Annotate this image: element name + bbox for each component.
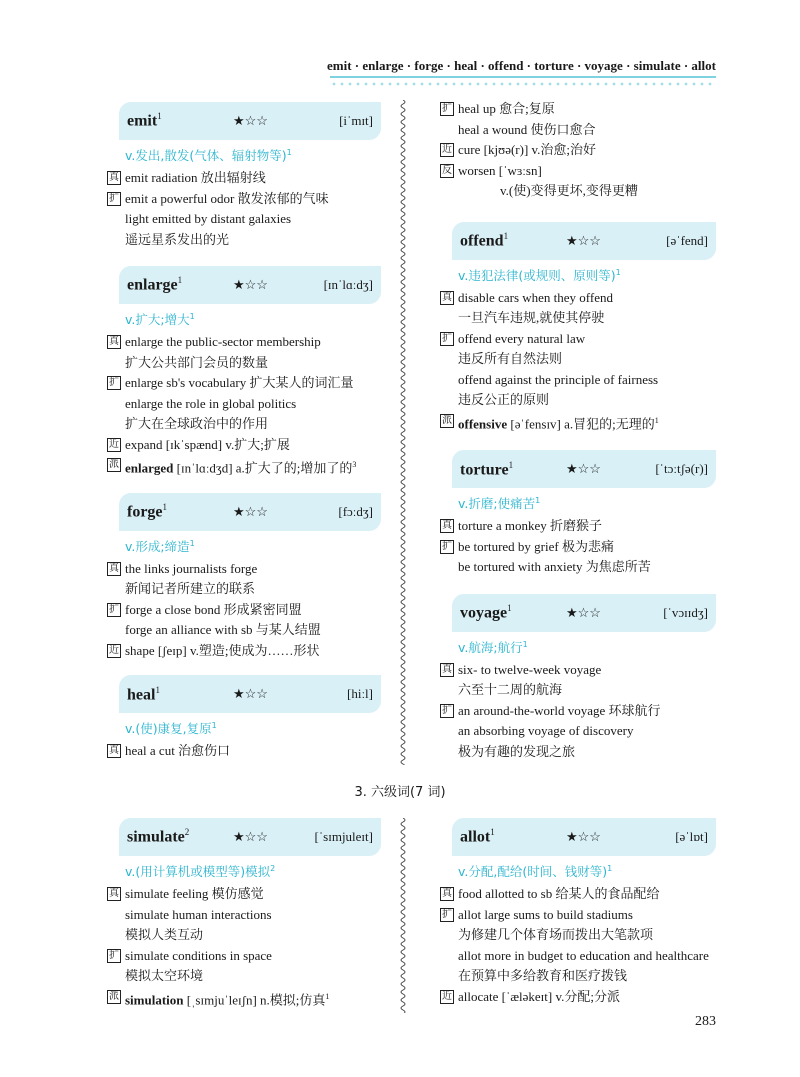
headword bbox=[127, 685, 233, 704]
line-text: disable cars when they offend bbox=[458, 289, 613, 305]
headword-text: forge bbox=[127, 503, 163, 521]
definition-text: v.(使)康复,复原 bbox=[125, 721, 212, 737]
line-text: 一旦汽车违规,就使其停驶 bbox=[458, 310, 605, 325]
example-line bbox=[440, 161, 730, 182]
example-line bbox=[440, 721, 730, 742]
line-text: 极为有趣的发现之旅 bbox=[458, 743, 576, 759]
frequency-sup: 1 bbox=[155, 684, 160, 695]
example-line bbox=[440, 516, 730, 537]
line-text: allocate [ˈæləkeɪt] v.分配;分派 bbox=[458, 988, 620, 1004]
example-line bbox=[107, 925, 387, 946]
example-line bbox=[107, 579, 387, 600]
headword-box bbox=[119, 102, 381, 140]
definition bbox=[458, 494, 730, 512]
line-text: enlarge sb's vocabulary 扩大某人的词汇量 bbox=[125, 375, 354, 390]
line-text: offensive [əˈfensɪv] a.冒犯的;无理的 bbox=[458, 415, 655, 431]
line-text: simulate conditions in space bbox=[125, 947, 272, 963]
line-text: 六至十二周的航海 bbox=[458, 682, 563, 698]
star-rating: ★☆☆ bbox=[566, 461, 601, 477]
phonetic: [hiːl] bbox=[347, 686, 373, 702]
example-line bbox=[107, 966, 387, 987]
column-divider-bottom bbox=[398, 818, 408, 1013]
headword-text: torture bbox=[460, 460, 509, 478]
line-text: offend against the principle of fairness bbox=[458, 371, 659, 387]
entry-offend bbox=[440, 222, 730, 435]
definition-text: v.扩大;增大 bbox=[125, 312, 190, 327]
frequency-sup: 1 bbox=[157, 111, 162, 122]
line-tag-badge: 扩 bbox=[109, 377, 119, 388]
line-text: food allotted to sb 给某人的食品配给 bbox=[458, 886, 660, 901]
star-rating: ★☆☆ bbox=[566, 232, 601, 248]
headword-text: heal bbox=[127, 685, 156, 703]
line-text: simulate human interactions bbox=[125, 906, 272, 922]
definition-text: v.形成;缔造 bbox=[125, 538, 190, 554]
example-line bbox=[107, 987, 387, 1011]
line-tag-badge: 扩 bbox=[442, 540, 452, 552]
line-tag-badge: 近 bbox=[442, 144, 452, 155]
line-tag-badge: 扩 bbox=[442, 332, 452, 344]
headword-text: allot bbox=[460, 828, 491, 846]
entry-emit bbox=[107, 102, 387, 250]
line-tag-badge: 扩 bbox=[109, 949, 119, 961]
example-line bbox=[440, 660, 730, 681]
phonetic: [ɪnˈlɑːdʒ] bbox=[323, 277, 373, 292]
star-rating: ★☆☆ bbox=[233, 503, 268, 519]
star-rating: ★☆☆ bbox=[233, 113, 268, 128]
definition-text: v.分配,配给(时间、钱财等) bbox=[458, 864, 608, 879]
frequency-sup: 1 bbox=[162, 502, 168, 513]
right-column-top bbox=[440, 99, 730, 770]
definition-sup: 2 bbox=[270, 863, 276, 873]
frequency-sup: 1 bbox=[507, 603, 512, 614]
line-tag-badge: 真 bbox=[109, 745, 119, 757]
column-divider-top bbox=[398, 100, 408, 765]
line-text: 遥远星系发出的光 bbox=[125, 231, 230, 247]
example-line bbox=[440, 181, 730, 202]
example-line bbox=[107, 414, 387, 435]
line-tag-badge: 扩 bbox=[109, 603, 119, 615]
line-text: offend every natural law bbox=[458, 330, 586, 346]
headword bbox=[460, 231, 566, 250]
phonetic: [ˈvɔɪɪdʒ] bbox=[663, 604, 708, 620]
line-text: enlarge the public-sector membership bbox=[125, 334, 321, 349]
definition bbox=[458, 266, 730, 284]
example-line bbox=[107, 332, 387, 353]
example-line bbox=[440, 329, 730, 350]
definition bbox=[125, 719, 387, 737]
headword bbox=[460, 827, 566, 846]
headword bbox=[127, 275, 233, 294]
headword-text: offend bbox=[460, 232, 504, 250]
example-line bbox=[440, 680, 730, 701]
phonetic: [əˈfend] bbox=[666, 232, 708, 248]
left-column-bottom bbox=[107, 818, 387, 1018]
line-text: light emitted by distant galaxies bbox=[125, 211, 292, 226]
line-text: heal a cut 治愈伤口 bbox=[125, 743, 231, 759]
definition-sup: 1 bbox=[211, 721, 217, 731]
line-tag-badge: 扩 bbox=[442, 704, 452, 716]
line-text: shape [ʃeɪp] v.塑造;使成为……形状 bbox=[125, 642, 320, 658]
example-line bbox=[107, 641, 387, 662]
headword-box bbox=[452, 594, 716, 632]
example-line bbox=[107, 455, 387, 479]
frequency-sup: 1 bbox=[508, 459, 514, 470]
definition bbox=[125, 146, 387, 164]
headword-box bbox=[119, 675, 381, 713]
line-text: v.(使)变得更坏,变得更糟 bbox=[500, 183, 638, 198]
phonetic: [ˈsɪmjuleɪt] bbox=[314, 829, 373, 844]
phonetic: [fɔːdʒ] bbox=[338, 503, 373, 519]
line-tag-badge: 真 bbox=[109, 172, 119, 183]
definition-sup: 1 bbox=[189, 538, 195, 548]
headword-box bbox=[119, 266, 381, 304]
page-header-title: emit · enlarge · forge · heal · offend · torture · voyage · simulate · allot bbox=[327, 58, 716, 73]
line-tag-badge: 派 bbox=[442, 414, 452, 426]
headword bbox=[460, 460, 566, 479]
phonetic: [əˈlɒt] bbox=[675, 829, 708, 844]
example-line bbox=[107, 394, 387, 415]
line-text: worsen [ˈwɜːsn] bbox=[458, 162, 542, 178]
line-text: 为修建几个体育场而拨出大笔款项 bbox=[458, 927, 654, 942]
frequency-sup: 2 bbox=[184, 827, 190, 838]
example-line bbox=[107, 189, 387, 210]
definition-sup: 1 bbox=[615, 267, 621, 277]
headword-text: simulate bbox=[127, 828, 185, 846]
example-line bbox=[440, 537, 730, 558]
line-text: forge a close bond 形成紧密同盟 bbox=[125, 601, 302, 617]
line-tag-badge: 真 bbox=[109, 336, 119, 347]
header-dots bbox=[330, 80, 716, 88]
example-line bbox=[440, 120, 730, 141]
example-line bbox=[440, 308, 730, 329]
line-text: the links journalists forge bbox=[125, 560, 258, 576]
headword-box bbox=[452, 818, 716, 856]
definition bbox=[125, 310, 387, 328]
line-text: 扩大在全球政治中的作用 bbox=[125, 416, 269, 431]
line-text: 模拟太空环境 bbox=[125, 968, 204, 983]
example-line bbox=[440, 966, 730, 987]
entry-voyage bbox=[440, 594, 730, 763]
frequency-sup: 1 bbox=[490, 827, 495, 838]
example-line bbox=[440, 140, 730, 161]
line-text: 新闻记者所建立的联系 bbox=[125, 581, 256, 597]
example-line bbox=[440, 701, 730, 722]
line-text: emit radiation 放出辐射线 bbox=[125, 170, 266, 185]
entry-forge bbox=[107, 493, 387, 662]
star-rating: ★☆☆ bbox=[233, 686, 268, 702]
definition-text: v.发出,散发(气体、辐射物等) bbox=[125, 148, 287, 163]
example-line bbox=[440, 905, 730, 926]
section-title: 3. 六级词(7 词) bbox=[354, 785, 446, 800]
star-rating: ★☆☆ bbox=[566, 829, 601, 844]
line-tag-badge: 真 bbox=[442, 888, 452, 899]
line-text: an absorbing voyage of discovery bbox=[458, 723, 634, 739]
example-line bbox=[440, 99, 730, 120]
example-line bbox=[107, 230, 387, 251]
definition-sup: 1 bbox=[286, 147, 292, 157]
line-text: allot large sums to build stadiums bbox=[458, 906, 633, 922]
line-text: torture a monkey 折磨猴子 bbox=[458, 518, 603, 534]
left-column-top bbox=[107, 102, 387, 770]
example-line bbox=[440, 946, 730, 967]
line-tag-badge: 真 bbox=[442, 663, 452, 675]
line-text: be tortured with anxiety 为焦虑所苦 bbox=[458, 559, 651, 575]
line-tag-badge: 近 bbox=[442, 990, 452, 1002]
headword bbox=[127, 502, 233, 521]
line-tag-badge: 真 bbox=[109, 562, 119, 574]
example-line bbox=[107, 905, 387, 926]
entry-allot bbox=[440, 818, 730, 1007]
entry-heal bbox=[107, 675, 387, 762]
line-text: 在预算中多给教育和医疗拨钱 bbox=[458, 968, 628, 983]
definition bbox=[458, 638, 730, 656]
example-line bbox=[440, 288, 730, 309]
example-line bbox=[107, 373, 387, 394]
phonetic: [ˈtɔːtʃə(r)] bbox=[655, 461, 708, 477]
line-tag-badge: 真 bbox=[442, 520, 452, 532]
example-line bbox=[107, 168, 387, 189]
example-line bbox=[107, 884, 387, 905]
definition bbox=[125, 862, 387, 880]
star-rating: ★☆☆ bbox=[233, 277, 268, 292]
line-text: simulation [ˌsɪmjuˈleɪʃn] n.模拟;仿真 bbox=[125, 991, 326, 1007]
line-text: 违反所有自然法则 bbox=[458, 351, 563, 366]
line-text: 违反公正的原则 bbox=[458, 392, 550, 407]
line-text: an around-the-world voyage 环球航行 bbox=[458, 702, 661, 718]
line-text: enlarge the role in global politics bbox=[125, 395, 297, 411]
line-tag-badge: 派 bbox=[109, 990, 119, 1002]
example-line bbox=[107, 620, 387, 641]
line-sup: 1 bbox=[654, 415, 659, 425]
entry-torture bbox=[440, 450, 730, 578]
line-text: simulate feeling 模仿感觉 bbox=[125, 886, 264, 901]
line-text: enlarged [ɪnˈlɑːdʒd] a.扩大了的;增加了的 bbox=[125, 460, 353, 476]
example-line bbox=[440, 557, 730, 578]
page-number: 283 bbox=[695, 1014, 716, 1029]
line-text: emit a powerful odor 散发浓郁的气味 bbox=[125, 190, 329, 206]
headword bbox=[127, 827, 233, 846]
example-line bbox=[107, 209, 387, 230]
example-line bbox=[440, 390, 730, 411]
definition-text: v.折磨;使痛苦 bbox=[458, 496, 536, 512]
line-sup: 1 bbox=[325, 991, 330, 1001]
example-line bbox=[107, 435, 387, 456]
line-text: be tortured by grief 极为悲痛 bbox=[458, 538, 614, 554]
line-tag-badge: 近 bbox=[109, 438, 119, 450]
line-text: heal up 愈合;复原 bbox=[458, 101, 555, 116]
headword-text: voyage bbox=[460, 604, 508, 622]
definition-sup: 1 bbox=[522, 639, 528, 649]
star-rating: ★☆☆ bbox=[233, 829, 268, 844]
example-line bbox=[107, 946, 387, 967]
headword bbox=[127, 111, 233, 130]
line-text: cure [kjʊə(r)] v.治愈;治好 bbox=[458, 142, 597, 157]
line-tag-badge: 真 bbox=[442, 291, 452, 303]
frequency-sup: 1 bbox=[503, 230, 509, 241]
line-tag-badge: 扩 bbox=[109, 192, 119, 204]
star-rating: ★☆☆ bbox=[566, 604, 601, 620]
example-line bbox=[107, 600, 387, 621]
line-text: 扩大公共部门会员的数量 bbox=[125, 354, 269, 370]
headword bbox=[460, 603, 566, 622]
definition bbox=[458, 862, 730, 880]
example-line bbox=[440, 925, 730, 946]
definition-text: v.(用计算机或模型等)模拟 bbox=[125, 864, 271, 879]
example-line bbox=[440, 742, 730, 763]
line-sup: 3 bbox=[352, 460, 357, 469]
line-tag-badge: 真 bbox=[109, 888, 119, 899]
line-text: forge an alliance with sb 与某人结盟 bbox=[125, 622, 321, 638]
line-text: heal a wound 使伤口愈合 bbox=[458, 121, 596, 137]
definition-sup: 1 bbox=[535, 496, 541, 506]
header-rule bbox=[330, 76, 716, 78]
line-tag-badge: 扩 bbox=[442, 908, 452, 920]
example-line bbox=[107, 559, 387, 580]
line-text: six- to twelve-week voyage bbox=[458, 661, 602, 677]
headword-box bbox=[119, 493, 381, 531]
frequency-sup: 1 bbox=[177, 275, 183, 286]
line-text: 模拟人类互动 bbox=[125, 927, 204, 942]
example-line bbox=[440, 349, 730, 370]
example-line bbox=[440, 411, 730, 435]
phonetic: [iˈmɪt] bbox=[339, 113, 373, 128]
definition bbox=[125, 537, 387, 555]
headword-text: emit bbox=[127, 112, 158, 130]
example-line bbox=[440, 987, 730, 1008]
line-text: allot more in budget to education and healthcare bbox=[458, 947, 709, 963]
example-line bbox=[107, 741, 387, 762]
example-line bbox=[440, 370, 730, 391]
definition-sup: 1 bbox=[607, 863, 613, 873]
headword-text: enlarge bbox=[127, 276, 178, 294]
entry-enlarge bbox=[107, 266, 387, 479]
line-tag-badge: 派 bbox=[109, 459, 119, 470]
definition-text: v.航海;航行 bbox=[458, 639, 523, 655]
definition-text: v.违犯法律(或规则、原则等) bbox=[458, 267, 616, 283]
headword-box bbox=[452, 222, 716, 260]
example-line bbox=[107, 353, 387, 374]
entry-heal-cont bbox=[440, 99, 730, 202]
line-tag-badge: 扩 bbox=[442, 103, 452, 114]
right-column-bottom bbox=[440, 818, 730, 1015]
headword-box bbox=[452, 450, 716, 488]
line-tag-badge: 近 bbox=[109, 644, 119, 656]
line-tag-badge: 反 bbox=[442, 164, 452, 176]
line-text: expand [ɪkˈspænd] v.扩大;扩展 bbox=[125, 436, 290, 452]
definition-sup: 1 bbox=[189, 311, 195, 321]
example-line bbox=[440, 884, 730, 905]
entry-simulate bbox=[107, 818, 387, 1010]
headword-box bbox=[119, 818, 381, 856]
